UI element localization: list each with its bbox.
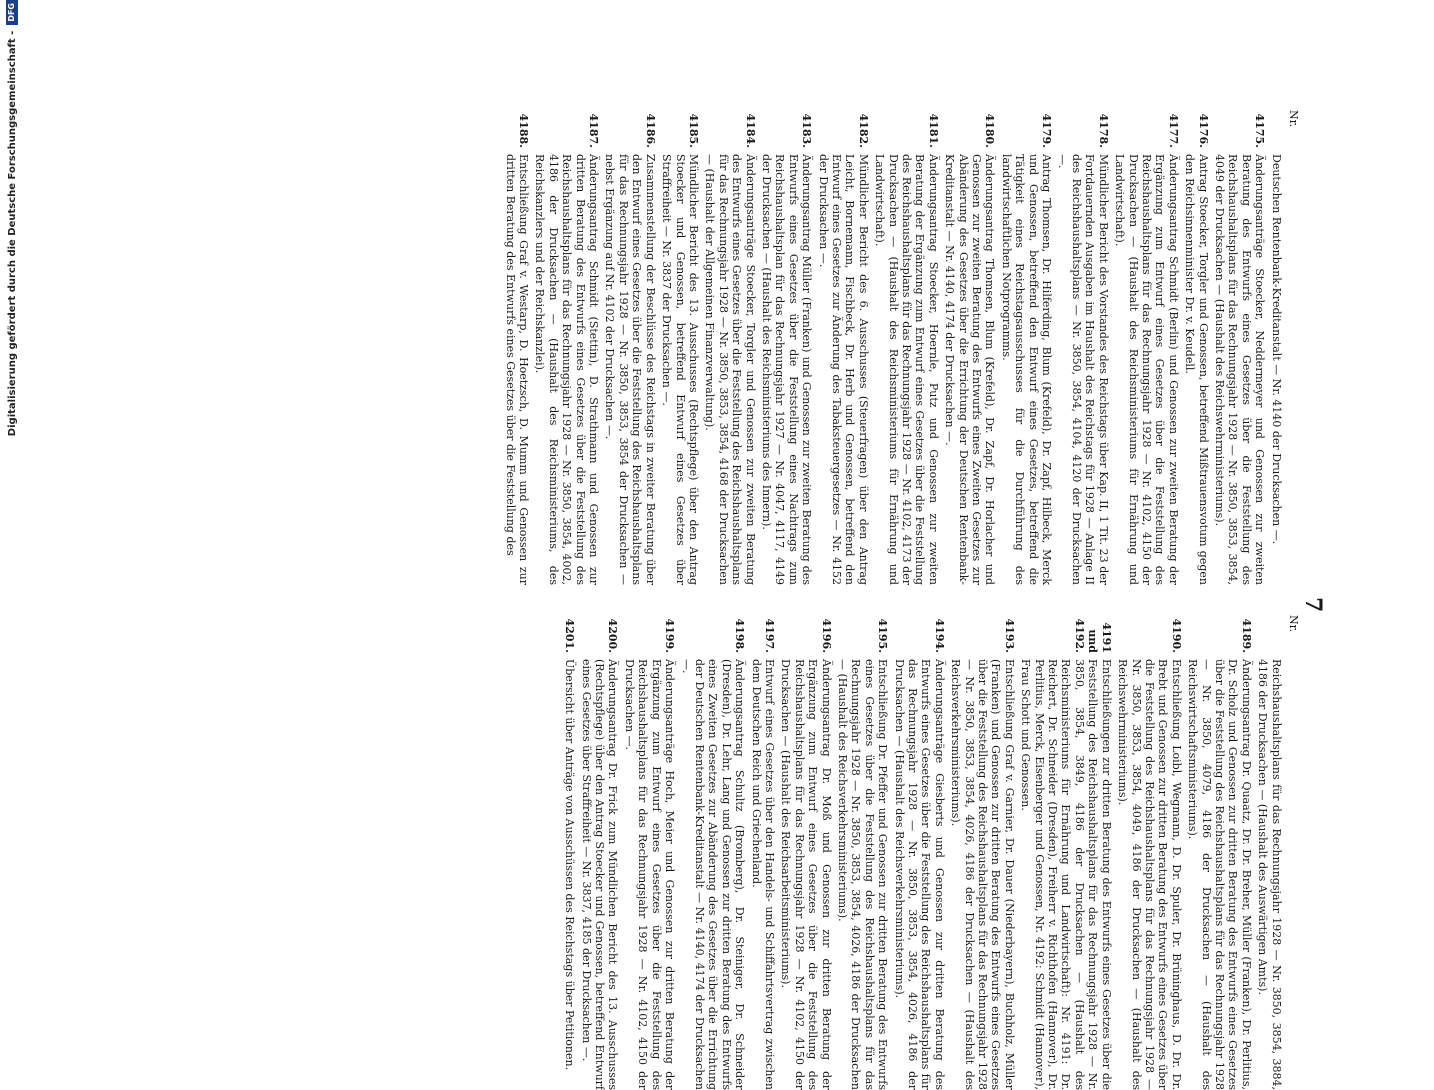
entry-text: Änderungsantrag Schmidt (Stettin), D. Strathmann und Genossen zur dritten Beratung des Entwurfs eines Gesetzes über die Feststellung des Reichshaushaltsplans für das Rechnungsjahr 1928 — Nr. 3850, 3854, 4002, 4186 der Drucksachen — (Haushalt des Reichsministeriums, des Reichskanzlers und der Reichskanzlei). xyxy=(533,154,601,585)
entry-text: Änderungsanträge Stoecker, Torgler und Genossen zur zweiten Beratung des Entwurfs eines Gesetzes über die Feststellung des Reichshaushaltsplans für das Rechnungsjahr 1928 — Nr. 3850, 3853, 3854, 4168 der Drucksachen — (Haushalt der Allgemeinen Finanzverwaltung). xyxy=(703,154,757,585)
entry-number: 4188. xyxy=(517,113,531,148)
entry-number xyxy=(1269,110,1282,154)
document-entry xyxy=(1116,615,1183,1090)
entry-number: 4187. xyxy=(587,113,601,148)
document-entry xyxy=(999,110,1053,585)
digitization-footer xyxy=(4,0,20,1000)
document-entry xyxy=(892,615,946,1090)
document-entry xyxy=(1056,110,1110,585)
entry-number: 4193. xyxy=(1002,618,1016,653)
entry-text: Mündlicher Bericht des 6. Ausschusses (Steuerfragen) über den Antrag Leicht, Bornemann, Fischbeck, Dr. Herb und Genossen, betreffend den Entwurf eines Gesetzes zur Änderung des Tabaksteuergesetzes — Nr. 4152 der Drucksachen —. xyxy=(816,154,870,585)
entry-text: Entwurf eines Gesetzes über den Handels- und Schiffahrtsvertrag zwischen dem Deutschen Reich und Griechenland. xyxy=(749,659,776,1090)
document-entry xyxy=(1183,110,1210,585)
entry-number: 4186. xyxy=(643,113,657,148)
entry-text: Antrag Stoecker, Torgler und Genossen, betreffend Mißtrauensvotum gegen den Reichsinnenminister Dr. v. Keudell. xyxy=(1183,154,1210,585)
entry-text: Änderungsanträge Giesberts und Genossen zur dritten Beratung des Entwurfs eines Gesetzes über die Feststellung des Reichshaushaltsplans für das Rechnungsjahr 1928 — Nr. 3850, 3853, 3854, 4026, 4186 der Drucksachen — (Haushalt des Reichsverkehrsministeriums). xyxy=(892,659,946,1090)
entry-number: 4197. xyxy=(762,618,776,653)
right-column xyxy=(560,615,1300,1090)
document-entry xyxy=(1019,615,1113,1090)
entry-number: 4175. xyxy=(1253,113,1267,148)
left-entry-list xyxy=(503,110,1282,585)
entry-number: 4195. xyxy=(876,618,890,653)
entry-number: 4185. xyxy=(686,113,700,148)
entry-number: 4176. xyxy=(1196,113,1210,148)
entry-text: Änderungsantrag Müller (Franken) und Genossen zur zweiten Beratung des Entwurfs eines Gesetzes über die Feststellung eines Nachtrags zum Reichshaushaltsplan für das Rechnungsjahr 1927 — Nr. 4047, 4117, 4149 der Drucksachen — (Haushalt des Reichsministeriums des Innern). xyxy=(759,154,814,585)
document-entry xyxy=(873,110,940,585)
entry-text: Übersicht über Anträge von Ausschüssen des Reichstags über Petitionen. xyxy=(563,659,577,1071)
document-entry xyxy=(779,615,833,1090)
entry-text: Deutschen Rentenbank-Kreditanstalt — Nr. 4140 der Drucksachen —. xyxy=(1269,154,1283,545)
document-entry xyxy=(1256,615,1283,1090)
entry-number: 4183. xyxy=(800,113,814,148)
entry-text: Mündlicher Bericht des Vorstandes des Reichstags über Kap. II, 1 Tit. 23 der Fortdauernden Ausgaben im Haushalt des Reichstags für 1928 — Anlage II des Reichshaushaltsplans — Nr. 3850, 3854, 4104, 4120 der Drucksachen —. xyxy=(1056,154,1110,585)
column-header-label: Nr. xyxy=(1287,615,1300,633)
column-header-label: Nr. xyxy=(1287,110,1300,128)
document-entry xyxy=(660,110,700,585)
left-column xyxy=(500,110,1300,585)
document-entry xyxy=(563,615,576,1090)
entry-number xyxy=(1256,615,1283,659)
entry-text: Änderungsantrag Stoecker, Hoernle, Putz und Genossen zur zweiten Beratung der Ergänzung zum Entwurf eines Gesetzes über die Feststellung des Reichshaushaltsplans für das Rechnungsjahr 1928 — Nr. 4102, 4173 der Drucksachen — (Haushalt des Reichsministeriums für Ernährung und Landwirtschaft). xyxy=(873,154,940,585)
document-entry xyxy=(603,110,657,585)
document-entry xyxy=(533,110,600,585)
document-entry xyxy=(943,110,997,585)
entry-number: 4178. xyxy=(1096,113,1110,148)
entry-number: 4190. xyxy=(1169,618,1183,653)
entry-number: 4196. xyxy=(819,618,833,653)
entry-number: 4191 und 4192. xyxy=(1072,618,1113,653)
entry-number: 4199. xyxy=(663,618,677,653)
entry-text: Mündlicher Bericht des 13. Ausschusses (Rechtspflege) über den Antrag Stoecker und Genossen, betreffend Entwurf eines Gesetzes über Straffreiheit — Nr. 3837 der Drucksachen —. xyxy=(660,154,700,585)
entry-number: 4181. xyxy=(926,113,940,148)
entry-text: Entschließung Graf v. Westarp, D. Hoetzsch, D. Mumm und Genossen zur dritten Beratung des Entwurfs eines Gesetzes über die Feststellung des xyxy=(503,154,531,585)
document-entry xyxy=(949,615,1016,1090)
document-entry xyxy=(760,110,814,585)
column-header xyxy=(1287,615,1300,1090)
entry-number: 4200. xyxy=(606,618,620,653)
entry-number: 4177. xyxy=(1166,113,1180,148)
entry-text: Entschließung Graf v. Garnier, Dr. Dauer (Niederbayern), Buchholz, Müller (Franken) und Genossen zur dritten Beratung des Entwurfs eines Gesetzes über die Feststellung des Reichshaushaltsplans für das Rechnungsjahr 1928 — Nr. 3850, 3853, 3854, 4026, 4186 der Drucksachen — (Haushalt des Reichsverkehrsministeriums). xyxy=(949,659,1016,1090)
document-entry xyxy=(579,615,619,1090)
entry-number: 4179. xyxy=(1040,113,1054,148)
entry-text: Änderungsantrag Schultz (Bromberg), Dr. Steiniger, Dr. Schneider (Dresden), Dr. Lehr, Lang und Genossen zur dritten Beratung des Entwurfs eines Zweiten Gesetzes zur Abänderung des Gesetzes über die Errichtung der Deutschen Rentenbank-Kreditanstalt — Nr. 4140, 4174 der Drucksachen —. xyxy=(679,659,747,1090)
page-number: 7 xyxy=(1300,597,1326,613)
entry-text: Änderungsanträge Hoch, Meier und Genossen zur dritten Beratung der Ergänzung zum Entwurf eines Gesetzes über die Feststellung des Reichshaushaltsplans für das Rechnungsjahr 1928 — Nr. 4102, 4150 der Drucksachen —. xyxy=(622,659,677,1090)
document-entry xyxy=(1213,110,1267,585)
document-entry xyxy=(679,615,746,1090)
right-entry-list xyxy=(563,615,1283,1090)
entry-text: Entschließung Loibl, Wegmann, D. Dr. Spuler, Dr. Brüninghaus, D. Dr. Dr. Brebt und Genossen zur dritten Beratung des Entwurfs eines Gesetzes über die Feststellung des Reichshaushaltsplans für das Rechnungsjahr 1928 — Nr. 3850, 3853, 3854, 4049, 4186 der Drucksachen — (Haushalt des Reichswehrministeriums). xyxy=(1116,659,1183,1090)
entry-text: Änderungsantrag Dr. Frick zum Mündlichen Bericht des 13. Ausschusses (Rechtspflege) über den Antrag Stoecker und Genossen, betreffend Entwurf eines Gesetzes über Straffreiheit — Nr. 3837, 4185 der Drucksachen —. xyxy=(579,659,620,1090)
entry-text: Änderungsantrag Dr. Quaatz, Dr. Dr. Breher, Müller (Franken), Dr. Perlitius, Dr. Scholz und Genossen zur dritten Beratung des Entwurfs eines Gesetzes über die Feststellung des Reichshaushaltsplans für das Rechnungsjahr 1928 — Nr. 3850, 4079, 4186 der Drucksachen — (Haushalt des Reichswirtschaftsministeriums). xyxy=(1186,659,1253,1090)
entry-number: 4184. xyxy=(743,113,757,148)
entry-number: 4182. xyxy=(856,113,870,148)
entry-text: Zusammenstellung der Beschlüsse des Reichstags in zweiter Beratung über den Entwurf eines Gesetzes über die Feststellung des Reichshaushaltsplans für das Rechnungsjahr 1928 — Nr. 3850, 3853, 3854 der Drucksachen — nebst Ergänzung auf Nr. 4102 der Drucksachen —. xyxy=(603,154,657,585)
entry-number: 4198. xyxy=(733,618,747,653)
document-entry xyxy=(816,110,870,585)
entry-text: Entschließungen zur dritten Beratung des Entwurfs eines Gesetzes über die Feststellung des Reichshaushaltsplans für das Rechnungsjahr 1928 — Nr. 3850, 3854, 3849, 4186 der Drucksachen — (Haushalt des Reichsministeriums für Ernährung und Landwirtschaft): Nr. 4191: Dr. Reichert, Dr. Schneider (Dresden), Freiherr v. Richthofen (Hannover), Dr. Perlitius, Merck, Eisenberger und Genossen, Nr. 4192: Schmidt (Hannover), Frau Schott und Genossen. xyxy=(1019,659,1113,1090)
document-entry xyxy=(623,615,677,1090)
entry-text: Änderungsanträge Stoecker, Neddermeyer und Genossen zur zweiten Beratung des Entwurfs eines Gesetzes über die Feststellung des Reichshaushaltsplans für das Rechnungsjahr 1928 — Nr. 3850, 3853, 3854, 4049 der Drucksachen — (Haushalt des Reichswehrministeriums). xyxy=(1212,154,1267,585)
document-entry xyxy=(1186,615,1253,1090)
entry-text: Änderungsantrag Dr. Moß und Genossen zur dritten Beratung der Ergänzung zum Entwurf eines Gesetzes über die Feststellung des Reichshaushaltsplans für das Rechnungsjahr 1928 — Nr. 4102, 4150 der Drucksachen — (Haushalt des Reichsarbeitsministeriums). xyxy=(779,659,833,1090)
dfg-logo: DFG xyxy=(6,0,18,25)
entry-text: Antrag Thomsen, Dr. Hilferding, Blum (Krefeld), Dr. Zapf, Hilbeck, Merck und Genossen, betreffend den Entwurf eines Gesetzes, betreffend die Tätigkeit eines Reichstagsausschusses für die Durchführung des landwirtschaftlichen Notprogramms. xyxy=(999,154,1054,585)
document-entry xyxy=(703,110,757,585)
entry-text: Reichshaushaltsplans für das Rechnungsjahr 1928 — Nr. 3850, 3854, 3884, 4186 der Drucksachen — (Haushalt des Auswärtigen Amts). xyxy=(1256,659,1283,1090)
document-entry xyxy=(503,110,530,585)
document-entry xyxy=(1113,110,1180,585)
entry-text: Änderungsantrag Thomsen, Blum (Krefeld), Dr. Zapf, Dr. Horlacher und Genossen zur zweiten Beratung des Entwurfs eines Zweiten Gesetzes zur Abänderung des Gesetzes über die Errichtung der Deutschen Rentenbank-Kreditanstalt — Nr. 4140, 4174 der Drucksachen —. xyxy=(943,154,997,585)
column-header xyxy=(1287,110,1300,585)
rotated-document-page xyxy=(0,110,1326,1090)
document-entry xyxy=(1269,110,1282,585)
entry-text: Entschließung Dr. Pfeffer und Genossen zur dritten Beratung des Entwurfs eines Gesetzes über die Feststellung des Reichshaushaltsplans für das Rechnungsjahr 1928 — Nr. 3850, 3853, 3854, 4026, 4186 der Drucksachen — (Haushalt des Reichsverkehrsministeriums). xyxy=(836,659,890,1090)
footer-text: Digitalisierung gefördert durch die Deutsche Forschungsgemeinschaft - xyxy=(6,30,18,437)
entry-text: Änderungsantrag Schmidt (Berlin) und Genossen zur zweiten Beratung der Ergänzung zum Entwurf eines Gesetzes über die Feststellung des Reichshaushaltsplans für das Rechnungsjahr 1928 — Nr. 4102, 4150 der Drucksachen — (Haushalt des Reichsministeriums für Ernährung und Landwirtschaft). xyxy=(1113,154,1180,585)
entry-number: 4194. xyxy=(932,618,946,653)
entry-number: 4189. xyxy=(1239,618,1253,653)
entry-number: 4201. xyxy=(563,618,577,653)
entry-number: 4180. xyxy=(983,113,997,148)
document-entry xyxy=(749,615,776,1090)
document-entry xyxy=(836,615,890,1090)
